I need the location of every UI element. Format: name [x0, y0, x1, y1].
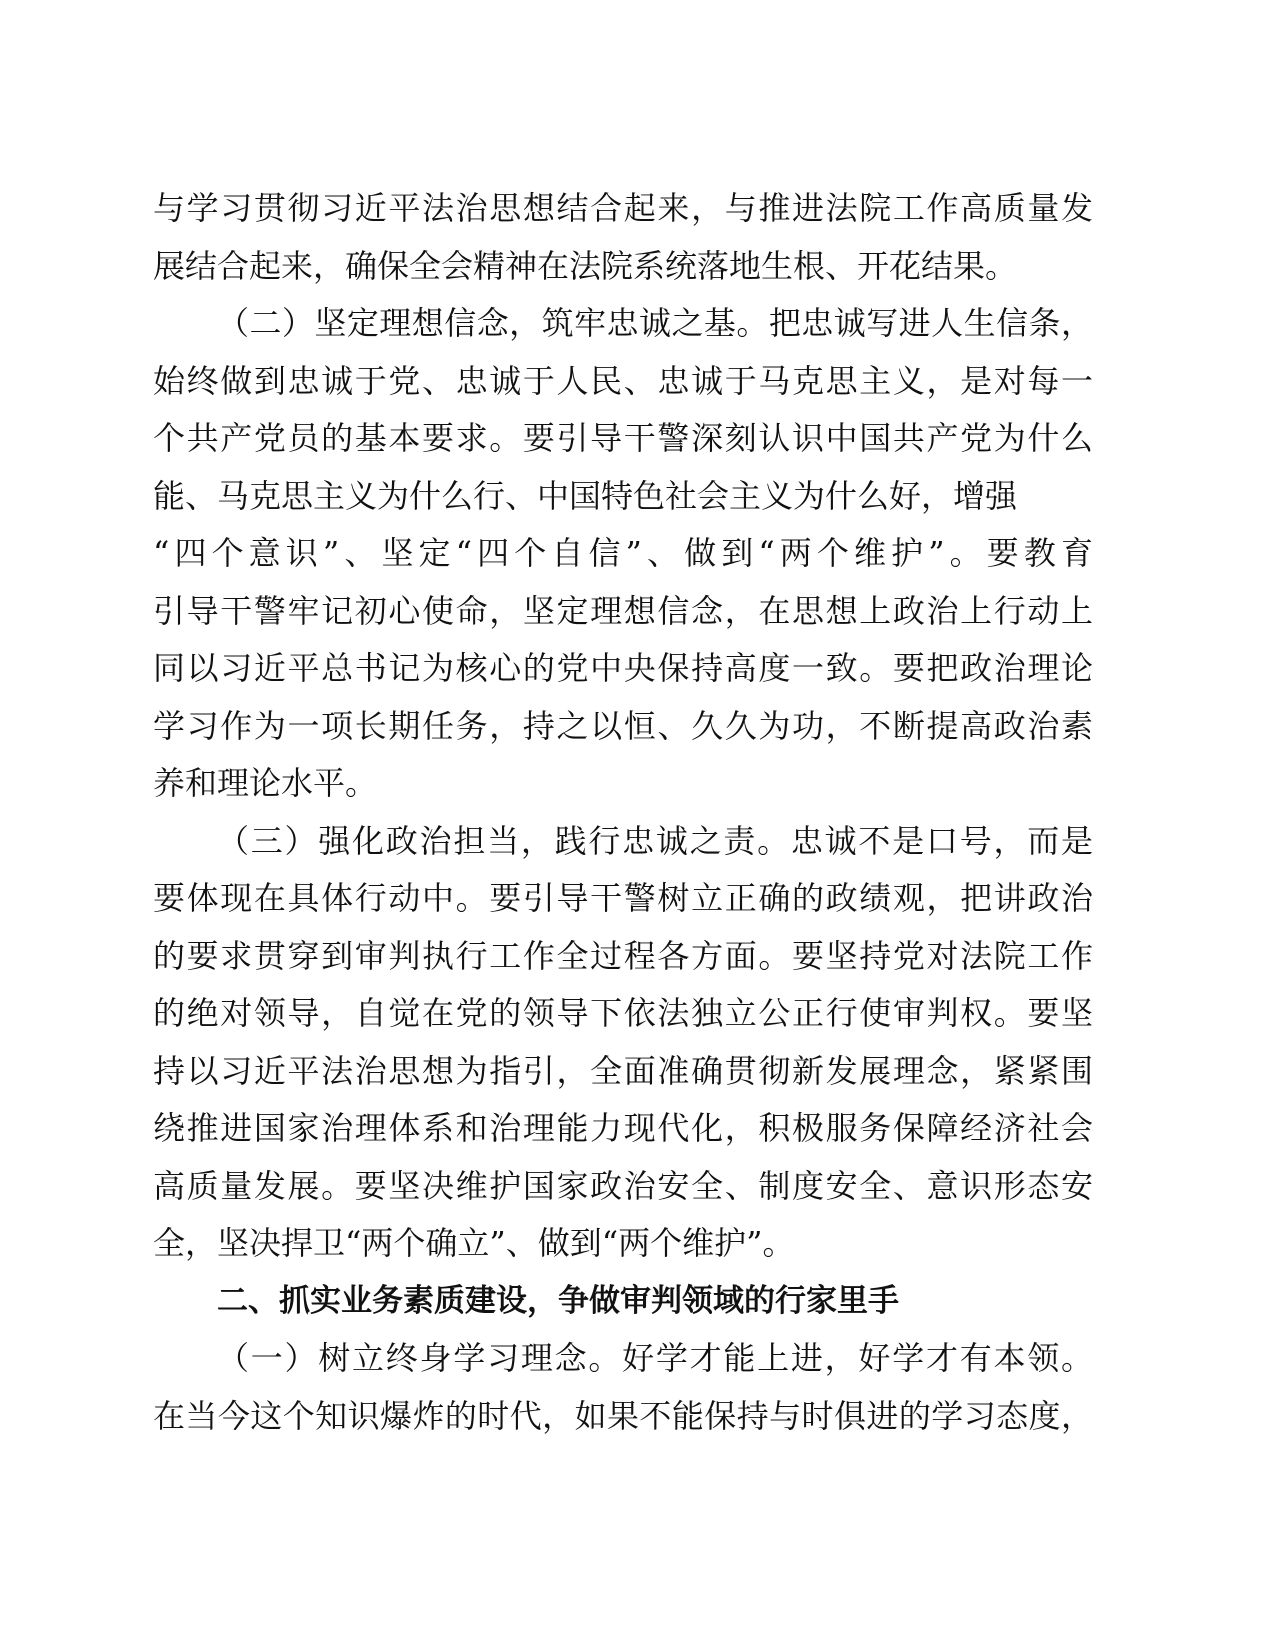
body-line: 的绝对领导，自觉在党的领导下依法独立公正行使审判权。要坚 [153, 994, 1093, 1032]
body-line: 能、马克思主义为什么行、中国特色社会主义为什么好，增强 [153, 476, 1018, 515]
document-body [153, 180, 1093, 1445]
body-line: 个共产党员的基本要求。要引导干警深刻认识中国共产党为什么 [153, 419, 1093, 457]
body-line: 绕推进国家治理体系和治理能力现代化，积极服务保障经济社会 [153, 1109, 1093, 1147]
body-line: 引导干警牢记初心使命，坚定理想信念，在思想上政治上行动上 [153, 591, 1093, 630]
body-line: 要体现在具体行动中。要引导干警树立正确的政绩观，把讲政治 [153, 879, 1093, 917]
body-line: 高质量发展。要坚决维护国家政治安全、制度安全、意识形态安 [153, 1166, 1093, 1205]
body-line: 全，坚决捍卫“两个确立”、做到“两个维护”。 [153, 1224, 795, 1262]
body-line: 学习作为一项长期任务，持之以恒、久久为功，不断提高政治素 [153, 706, 1093, 745]
section-3-first-line: （三）强化政治担当，践行忠诚之责。忠诚不是口号，而是 [217, 821, 1093, 860]
body-line: 同以习近平总书记为核心的党中央保持高度一致。要把政治理论 [153, 649, 1093, 687]
body-line: 养和理论水平。 [153, 764, 378, 802]
body-line: 的要求贯穿到审判执行工作全过程各方面。要坚持党对法院工作 [153, 936, 1093, 975]
body-line: 与学习贯彻习近平法治思想结合起来，与推进法院工作高质量发 [153, 189, 1093, 227]
body-line: 始终做到忠诚于党、忠诚于人民、忠诚于马克思主义，是对每一 [153, 361, 1093, 400]
chapter-heading: 二、抓实业务素质建设，争做审判领域的行家里手 [217, 1282, 899, 1319]
body-line: 在当今这个知识爆炸的时代，如果不能保持与时俱进的学习态度， [153, 1396, 1093, 1435]
body-line: 持以习近平法治思想为指引，全面准确贯彻新发展理念，紧紧围 [153, 1051, 1093, 1090]
subsection-1-first-line: （一）树立终身学习理念。好学才能上进，好学才有本领。 [217, 1339, 1093, 1377]
section-2-first-line: （二）坚定理想信念，筑牢忠诚之基。把忠诚写进人生信条， [217, 304, 1093, 342]
body-line: “四个意识”、坚定“四个自信”、做到“两个维护”。要教育 [153, 534, 1093, 572]
body-line: 展结合起来，确保全会精神在法院系统落地生根、开花结果。 [153, 246, 1018, 285]
